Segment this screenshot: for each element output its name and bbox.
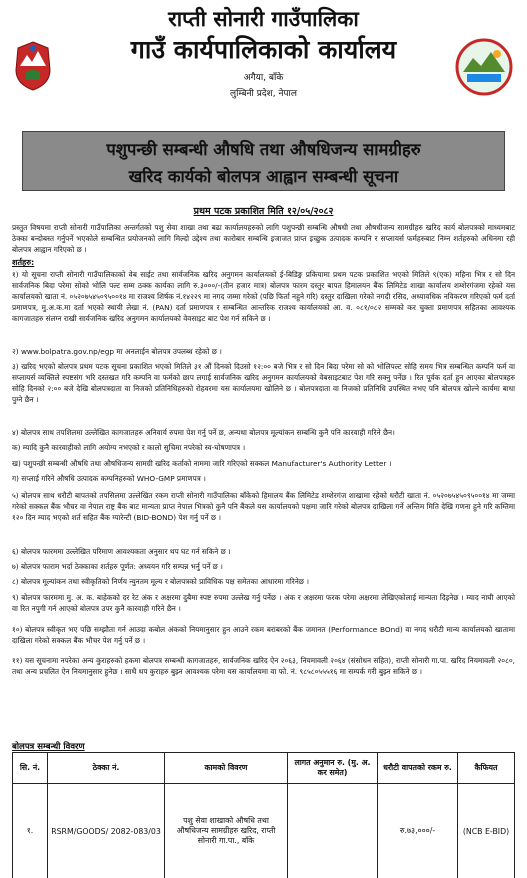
notice-title-banner [22, 131, 505, 191]
cell-remarks: (NCB E-BID) [458, 784, 515, 878]
condition-item-9: ९) बोलपत्र फारममा मु. अ. क. बाहेकको दर रेट अंक र अक्षरमा दुबैमा स्पष्ट रुपमा उल्लेख गर्नु पर्नेछ । अंक र अक्षरमा फरक परेमा अक्षरमा लेखिएकोलाई मान्यता दिइनेछ । म्याद नाघी आएको वा रित नपुगी गर्न आएको बोलपत्र उपर कुनै कारवाही गरिने छैन । [12, 593, 515, 613]
condition-item-4c: ग) सप्लाई गरिने औषधि उत्पादक कम्पनिहरुको WHO-GMP प्रमाणपत्र । [12, 474, 206, 483]
bid-details-table [12, 752, 515, 878]
cell-contract-no: RSRM/GOODS/ 2082-083/03 [48, 784, 165, 878]
address-line-1: अगैया, बाँके [243, 73, 284, 83]
table-header-row [13, 753, 515, 784]
col-description-header: कामको विवरण [165, 753, 288, 784]
condition-item-10: १०) बोलपत्र स्वीकृत भए पछि सम्झौता गर्न आउदा कबोल अंकको नियमानुसार हुन आउने रकम बराबरको बैंक जमानत (Performance BOnd) वा नगद धरौटी मान्य कार्यालयको खातामा दाखिला गरेको सक्कल बैंक भौचर पेश गर्नु पर्ने छ । [12, 625, 515, 645]
notice-title-line-2: खरिद कार्यको बोलपत्र आह्वान सम्बन्धी सूचना [128, 167, 399, 186]
condition-item-4: ४) बोलपत्र साथ तपशिलमा उल्लेखित कागजातहरु अनिवार्य रुपमा पेश गर्नु पर्ने छ, अन्यथा बोलपत्र मूल्यांकन सम्बन्धि कुनै पनि कारवाही गरिने छैन। [12, 428, 395, 437]
col-deposit-header: धरौटी वापतको रकम रु. [378, 753, 458, 784]
table-row [13, 784, 515, 878]
condition-item-8: ८) बोलपत्र मूल्यांकन तथा स्वीकृतिको निर्णय न्युनतम मूल्य र बोलपत्रको प्राविधिक पक्ष समेतका आधारमा गरिनेछ । [12, 577, 309, 586]
municipality-logo-icon [453, 38, 515, 96]
condition-item-7: ७) बोलपत्र फाराम भर्दा ठेक्काका शर्तहरु पूर्णत: अध्ययन गरि सम्पन्न भर्नु पर्ने छ । [12, 562, 223, 571]
conditions-title: शर्तहरु: [12, 258, 35, 267]
condition-item-6: ६) बोलपत्र फारममा उल्लेखित परिमाण आवश्यकता अनुसार थप घट गर्न सकिने छ । [12, 547, 231, 556]
condition-item-2: २) www.bolpatra.gov.np/egp मा अनलाईन बोलपत्र उपलब्ध रहेको छ । [12, 347, 222, 356]
col-remarks-header: कैफियत [458, 753, 515, 784]
col-contract-no-header: ठेक्का नं. [48, 753, 165, 784]
cell-serial: १. [13, 784, 48, 878]
condition-item-4a: क) म्यादि कुनै कारवाहीको लागि अयोग्य नभएको र कालो सुचिमा नपरेको स्व-घोषणापत्र । [12, 443, 246, 452]
cell-cost-estimate [288, 784, 378, 878]
address-line-2: लुम्बिनी प्रदेश, नेपाल [230, 89, 297, 99]
intro-paragraph: प्रस्तुत विषयमा राप्ती सोनारी गाउँपालिका अन्तर्गतको पशु सेवा शाखा तथा बढा कार्यालयहरुको लागि पशुपन्छी सम्बन्धि औषधी तथा औषधीजन्य सामग्रीहरु खरिद कार्य बोलपत्रको माध्यमबाट ठेक्का बन्दोबस्त गर्नुपर्ने भएकोले सम्बन्धित प्रयोजनको लागि मिल्दो उद्देश्य तथा कारोबार सम्बन्धि इजाजत प्राप्त इच्छुक उत्पादक कम्पनि र सप्लायर्स फर्महरुबाट निम्न शर्तहरुको अधिनमा रही बोलपत्र आह्वान गरिएको छ । [12, 223, 515, 254]
condition-item-11: ११) यस सूचनामा नपरेका अन्य कुराहरुको हकमा बोलपत्र सम्बन्धी कागजातहरु, सार्वजनिक खरिद ऐन २०६३, नियमावली २०६४ (संसोधन सहित), राप्ती सोनारी गा.पा. खरिद नियमावली २०८०, तथा अन्य प्रचलित ऐन नियमानुसार हुनेछ । साथै थप कुराहरु बुझ्न आवश्यक परेमा यस कार्यालयमा वा फो. नं. ९८५८०५५५१६ मा सम्पर्क गरी बुझ्न सकिने छ । [12, 656, 515, 676]
cell-description: पशु सेवा शाखाको औषधि तथा औषधिजन्य सामग्रीहरु खरिद, राप्ती सोनारी गा.पा., बाँके [165, 784, 288, 878]
condition-item-1: १) यो सूचना राप्ती सोनारी गाउँपालिकाको वेब साईट तथा सार्वजनिक खरिद अनुगमन कार्यालयको ई-बिडिङ्ग प्रकियामा प्रथम पटक प्रकाशित भएको मितिले ९(एक) महिना भित्र र सो दिन सार्वजनिक बिदा परेमा सोको भोलि पल्ट सम्म ठक्क कार्यका लागि रु.३०००/-(तीन हजार मात्र) बोलपत्र फारम दस्तुर बापत हिमालयन बैंक लिमिटेड शाखा कार्यालय शम्शेरगंजमा रहेको यस कार्यालयको खाता नं. ०५२०७५४५०९५००१४ मा राजश्व शिर्षक नं.१४२२९ मा नगद जम्मा गरेको (पछि फिर्ता नहुने गरि) दस्तुर दाखिला गरेको नगदी रसिद, अध्यावधिक नविकरण गरिएको फर्म दर्ता प्रमाणपत्र, मु.अ.क.मा दर्ता भएको स्थायी लेखा नं. (PAN) दर्ता प्रमाणपत्र र सम्बन्धित आन्तरिक राजश्व कार्यालयको आ. व. ०८१/०८२ सम्मको कर चुक्ता प्रमाणपत्र सहितका आवश्यक कागजातहरु संलग्न राखी सार्वजनिक खरिद अनुगमन कार्यालयको वेवसाइट बाट पेश गर्न सकिने छ । [12, 270, 515, 323]
municipality-name: राप्ती सोनारी गाउँपालिका [168, 7, 359, 31]
letterhead [0, 0, 527, 104]
col-serial-header: सि. नं. [13, 753, 48, 784]
condition-item-4b: ख) पशुपन्छी सम्बन्धी औषधि तथा औषधिजन्य सामग्री खरिद कर्ताको नाममा जारि गरिएको सक्कल Manufacturer's Authority Letter । [12, 459, 392, 468]
condition-item-5: ५) बोलपत्र साथ धरौटी बापतको तपसिलमा उल्लेखित रकम राप्ती सोनारी गाउँपालिका बाँकेको हिमालय बैंक लिमिटेड शम्शेरगंज शाखामा रहेको धरौटी खाता नं. ०५२०७५४५०९५००१४ मा जम्मा गरेको सक्कल बैंक भौचर वा नेपाल राष्ट्र बैंक बाट मान्यता प्राप्त नेपाल भित्रको कुनै पनि बैंकले यस कार्यालयको पक्षमा जारि गरेको बोलपत्र दाखिला गर्ने अन्तिम मिति देखि गणना हुने गरि कम्तिमा १२० दिन म्याद भएको शर्त सहित बैंक ग्यारेन्टी (BID-BOND) पेश गर्नु पर्ने छ । [12, 491, 515, 522]
cell-deposit: रु.७३,०००/- [378, 784, 458, 878]
publication-date: प्रथम पटक प्रकाशित मिति १२/०५/२०८२ [193, 206, 334, 217]
condition-item-3: ३) खरिद भएको बोलपत्र प्रथम पटक सूचना प्रकाशित भएको मितिले ३१ औं दिनको दिउसो १२:०० बजे भित्र र सो दिन बिदा परेमा सो को भोलिपल्ट सोहि समय भित्र सम्बन्धित कम्पनि फर्म वा सप्लायर्स व्यक्तिले स्पष्टसंग भरि दस्तखत गरि कम्पनि वा फर्मको छाप लगाई सार्वजनिक खरिद अनुगमन कार्यालयको वेबसाइटबाट पेश गरि सक्नु पर्नेछ । रित पूर्वक दर्ता हुन आएका बोलपत्रहरु सोहि दिनको २:०० बजे देखि बोलपत्रदाता वा निजको प्रतिनिधिहरुको रोहवरमा यस कार्यालयमा खोलिने छ । बोलपत्रदाता वा निजको प्रतिनिधि उपस्थित नभए पनि बोलपत्र खोल्ने कार्यमा बाधा पुग्ने छैन । [12, 362, 515, 404]
office-name: गाउँ कार्यपालिकाको कार्यालय [130, 35, 397, 64]
bid-table-title: बोलपत्र सम्बन्धी विवरण [12, 742, 85, 752]
col-cost-estimate-header: लागत अनुमान रु. (मु. अ. कर समेत) [288, 753, 378, 784]
notice-title-line-1: पशुपन्छी सम्बन्धी औषधि तथा औषधिजन्य सामग्रीहरु [106, 140, 421, 159]
